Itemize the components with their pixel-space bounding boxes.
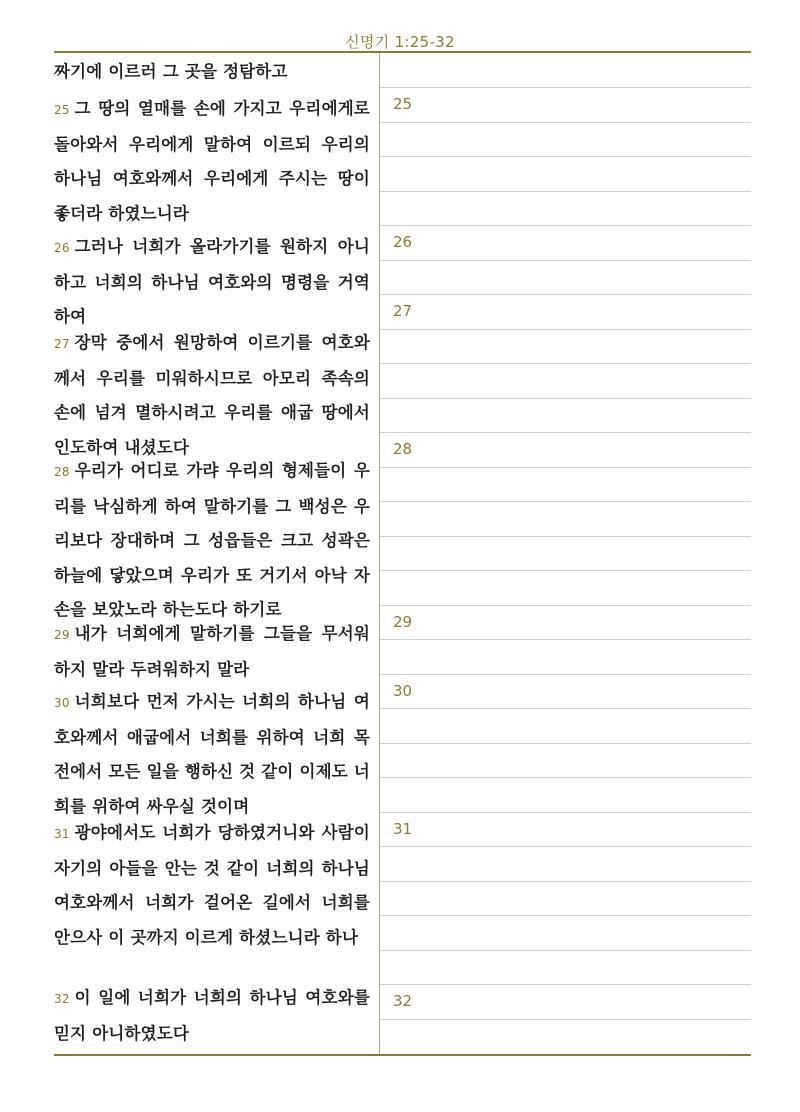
writing-verse-number: 32 [393, 992, 413, 1010]
writing-line [380, 743, 751, 744]
verse-number: 30 [54, 696, 70, 710]
verse-text: 장막 중에서 원망하여 이르기를 여호와께서 우리를 미워하시므로 아모리 족속의 손에 넘겨 멸하시려고 우리를 애굽 땅에서 인도하여 내셨도다 [54, 333, 370, 457]
running-head: 신명기 1:25-32 [345, 33, 455, 51]
writing-line [380, 156, 751, 157]
writing-line [380, 122, 751, 123]
writing-line [380, 1019, 751, 1020]
verse-number: 31 [54, 827, 70, 841]
verse-number: 27 [54, 337, 70, 351]
verse-text: 짜기에 이르러 그 곳을 정탐하고 [54, 62, 288, 81]
writing-verse-number: 30 [393, 682, 413, 700]
verse-text: 그러나 너희가 올라가기를 원하지 아니하고 너희의 하나님 여호와의 명령을 거역하여 [54, 237, 370, 326]
writing-line [380, 570, 751, 571]
writing-verse-number: 26 [393, 233, 413, 251]
verse-paragraph [54, 92, 370, 231]
writing-line [380, 536, 751, 537]
writing-line [380, 191, 751, 192]
writing-line [380, 846, 751, 847]
verse-paragraph [54, 230, 370, 335]
verse-paragraph [54, 454, 370, 628]
writing-verse-number: 27 [393, 302, 413, 320]
verse-text: 광야에서도 너희가 당하였거니와 사람이 자기의 아들을 안는 것 같이 너희의 하나님 여호와께서 너희가 걸어온 길에서 너희를 안으사 이 곳까지 이르게 하셨느니라 하나 [54, 823, 370, 947]
writing-line [380, 984, 751, 985]
writing-line [380, 363, 751, 364]
top-rule [54, 51, 751, 53]
writing-line [380, 398, 751, 399]
verse-text: 이 일에 너희가 너희의 하나님 여호와를 믿지 아니하였도다 [54, 988, 370, 1043]
verse-text: 내가 너희에게 말하기를 그들을 무서워하지 말라 두려워하지 말라 [54, 624, 370, 679]
writing-line [380, 329, 751, 330]
verse-text: 그 땅의 열매를 손에 가지고 우리에게로 돌아와서 우리에게 말하여 이르되 우리의 하나님 여호와께서 우리에게 주시는 땅이 좋더라 하였느니라 [54, 99, 370, 223]
verse-text: 우리가 어디로 가랴 우리의 형제들이 우리를 낙심하게 하여 말하기를 그 백성은 우리보다 장대하며 그 성읍들은 크고 성곽은 하늘에 닿았으며 우리가 또 거기서 아낙 자손을 보았노라 하는도다 하기로 [54, 461, 370, 619]
writing-line [380, 294, 751, 295]
verse-paragraph [54, 981, 370, 1051]
verse-number: 25 [54, 103, 70, 117]
verse-text: 너희보다 먼저 가시는 너희의 하나님 여호와께서 애굽에서 너희를 위하여 너희 목전에서 모든 일을 행하신 것 같이 이제도 너희를 위하여 싸우실 것이며 [54, 692, 370, 816]
writing-line [380, 812, 751, 813]
writing-line [380, 674, 751, 675]
writing-line [380, 777, 751, 778]
writing-verse-number: 29 [393, 613, 413, 631]
writing-line [380, 950, 751, 951]
verse-paragraph [54, 55, 370, 90]
verse-paragraph [54, 617, 370, 687]
verse-number: 29 [54, 628, 70, 642]
writing-line [380, 260, 751, 261]
writing-line [380, 501, 751, 502]
column-divider [379, 53, 380, 1054]
writing-verse-number: 28 [393, 440, 413, 458]
writing-line [380, 639, 751, 640]
writing-line [380, 881, 751, 882]
bottom-rule [54, 1054, 751, 1056]
verse-number: 26 [54, 241, 70, 255]
writing-line [380, 432, 751, 433]
verse-number: 32 [54, 992, 70, 1006]
writing-line [380, 708, 751, 709]
verse-paragraph [54, 685, 370, 824]
writing-line [380, 605, 751, 606]
verse-number: 28 [54, 465, 70, 479]
verse-paragraph [54, 816, 370, 955]
writing-line [380, 915, 751, 916]
verse-paragraph [54, 326, 370, 465]
writing-verse-number: 31 [393, 820, 413, 838]
writing-verse-number: 25 [393, 95, 413, 113]
writing-line [380, 467, 751, 468]
writing-line [380, 225, 751, 226]
writing-line [380, 87, 751, 88]
